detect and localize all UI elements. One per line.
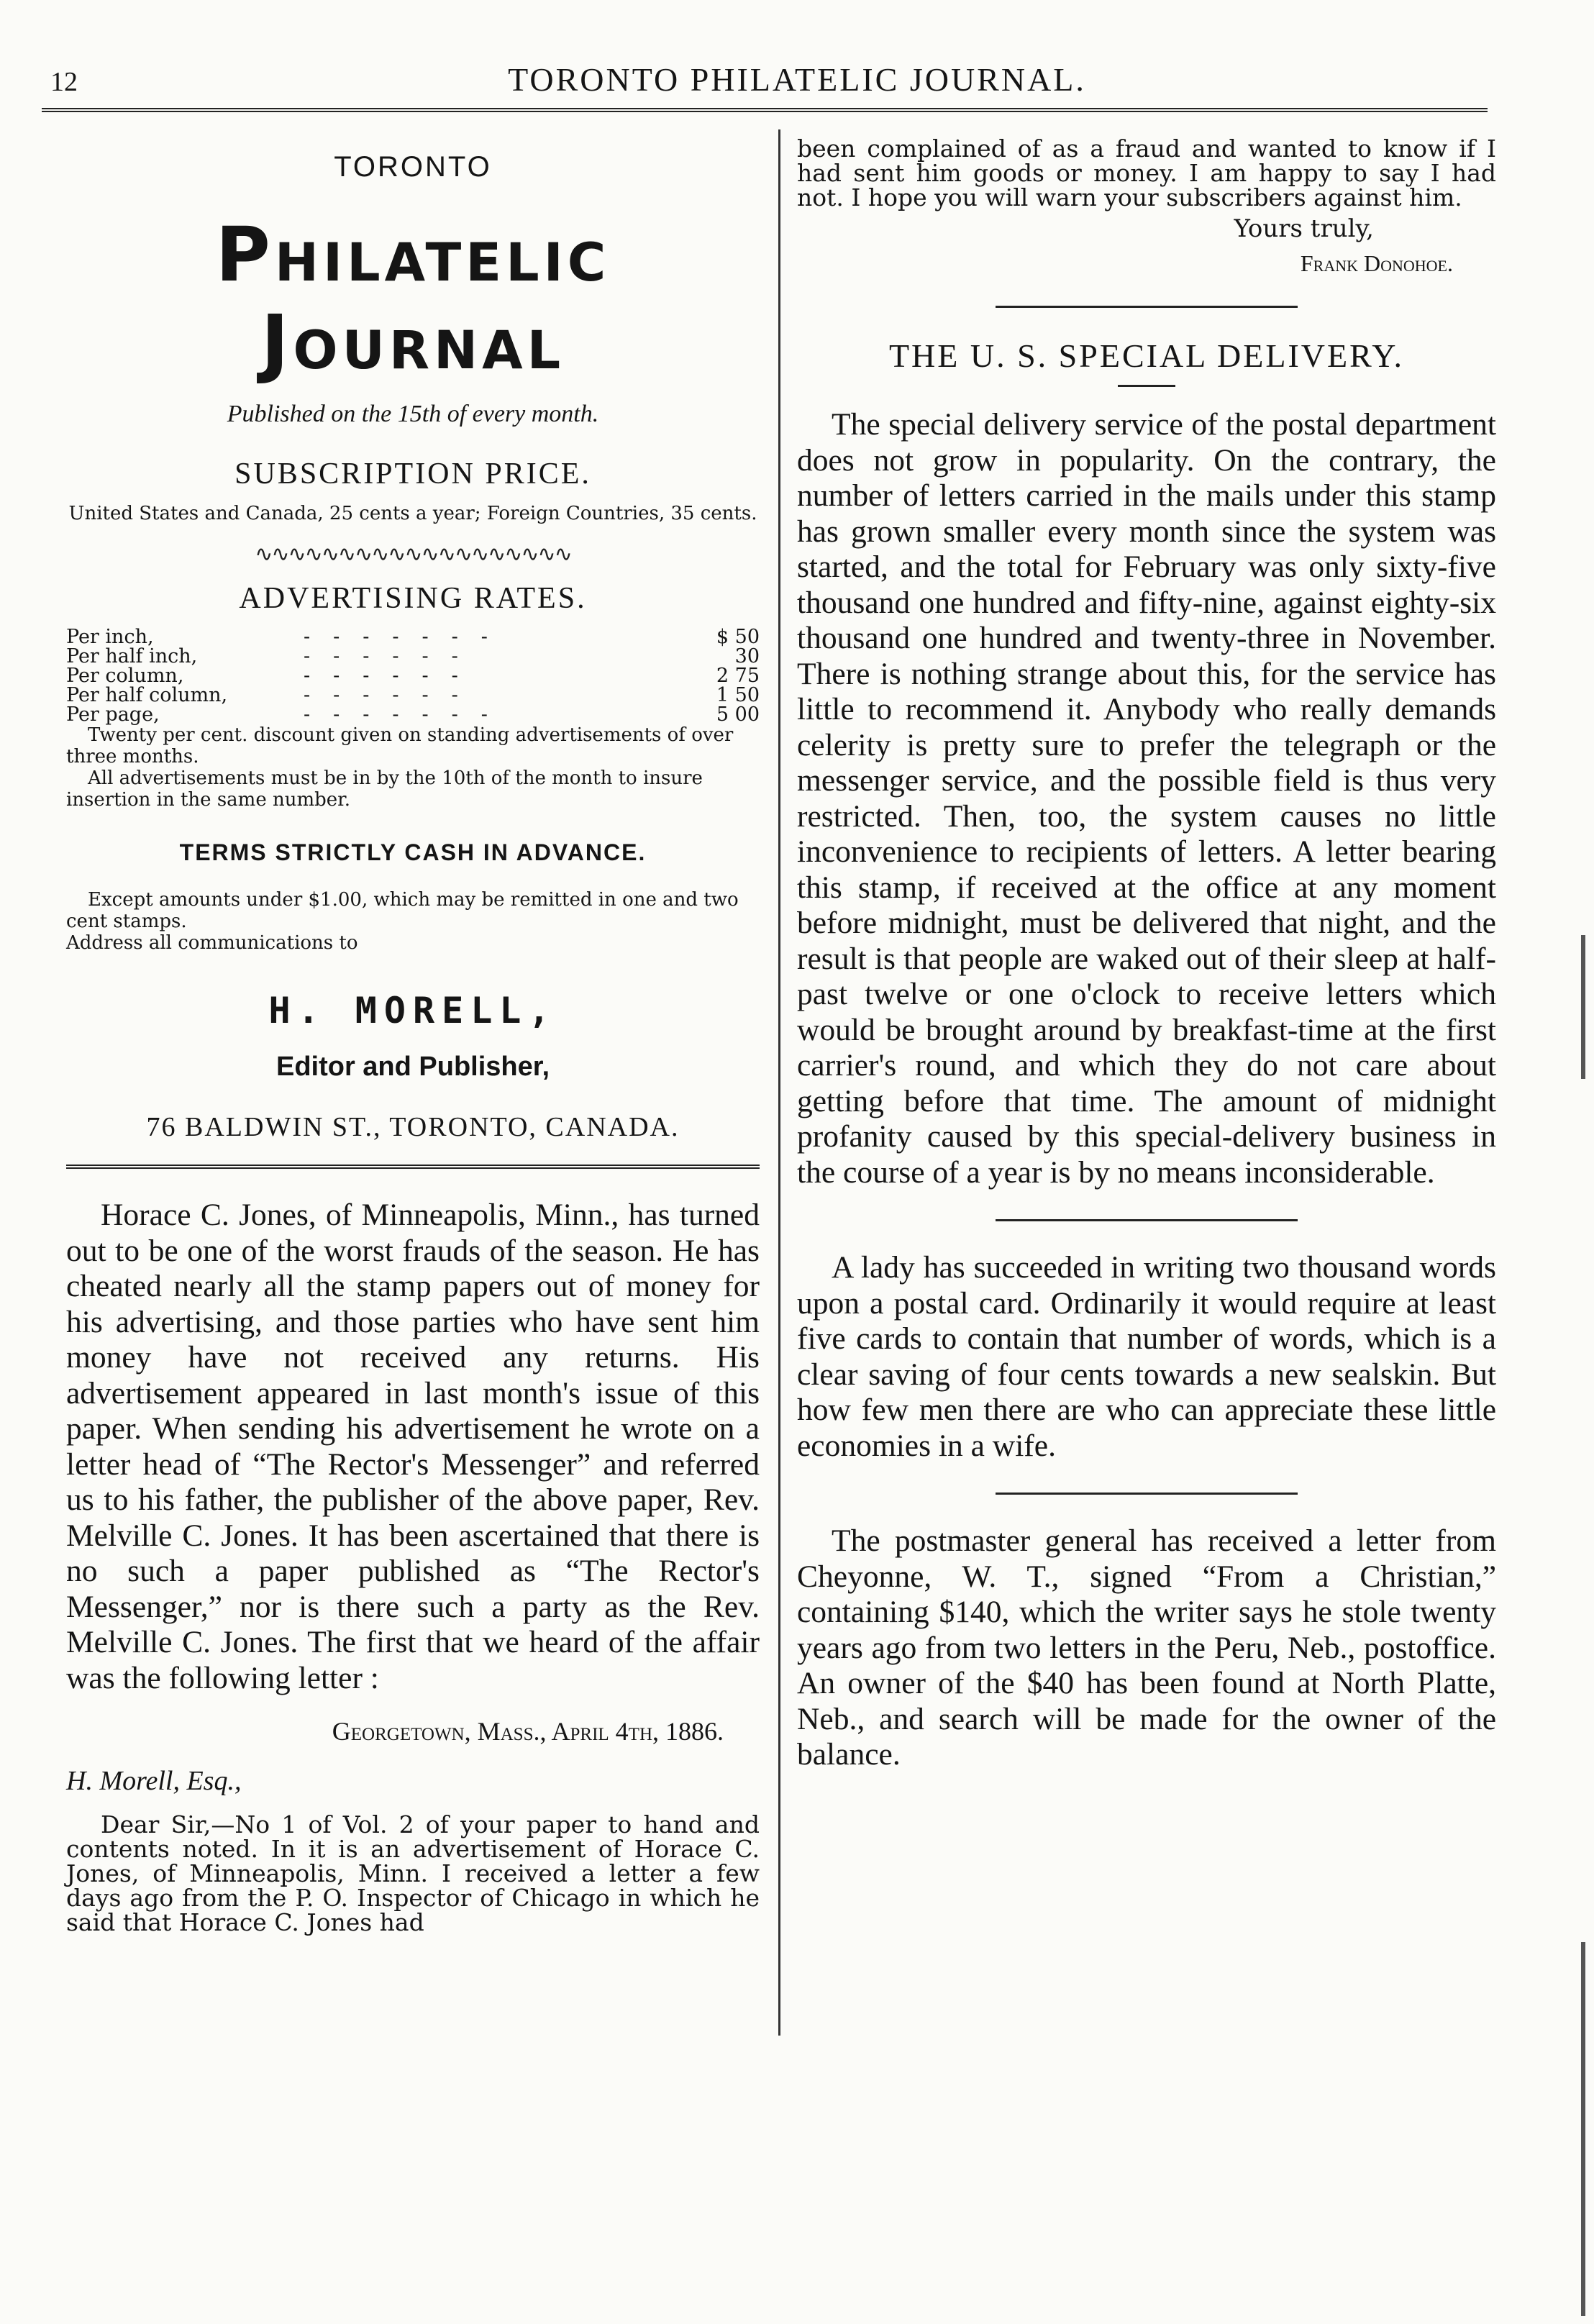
leader-dots: ------- <box>304 626 511 648</box>
rates-row <box>66 685 760 705</box>
page-edge-mark <box>1581 1942 1585 2316</box>
rates-table <box>66 627 760 724</box>
rate-value: 2 75 <box>716 665 760 687</box>
rate-value: $ 50 <box>716 626 760 648</box>
rate-value: 30 <box>734 645 760 667</box>
running-title: TORONTO PHILATELIC JOURNAL. <box>508 61 1086 98</box>
editor-name: H. MORELL, <box>268 990 557 1031</box>
postal-card-body: A lady has succeeded in writing two thousand words upon a postal card. Ordinarily it would require at least five cards to contain that number of words, which is a clear saving of four cents towards a new sealskin. But how few men there are who can appreciate these little economies in a wife. <box>797 1250 1496 1463</box>
letter-dateline: Georgetown, Mass., April 4th, 1886. <box>332 1717 724 1746</box>
rate-label: Per half inch, <box>66 645 198 667</box>
letter-signature: Frank Donohoe. <box>1300 250 1453 276</box>
leader-dots: ------ <box>304 665 481 687</box>
publication-schedule: Published on the 15th of every month. <box>227 401 599 427</box>
rate-label: Per page, <box>66 703 160 726</box>
section-rule <box>66 1165 760 1169</box>
rates-row <box>66 627 760 647</box>
letter-addressee: H. Morell, Esq., <box>66 1766 242 1796</box>
discount-note: Twenty per cent. discount given on standing advertisements of over three months. <box>66 724 734 767</box>
rate-label: Per column, <box>66 665 184 687</box>
article-separator <box>996 1493 1298 1495</box>
editor-address: 76 BALDWIN ST., TORONTO, CANADA. <box>146 1112 680 1142</box>
rates-row <box>66 666 760 685</box>
address-intro: Address all communications to <box>66 932 358 954</box>
subscription-heading: SUBSCRIPTION PRICE. <box>234 457 591 491</box>
postmaster-body: The postmaster general has received a letter from Cheyonne, W. T., signed “From a Christian,” containing $140, which the writer says he stole twenty years ago from two letters in the Peru, Neb., postoffice. An owner of the $40 has been found at North Platte, Neb., and search will be made for the owner of the balance. <box>797 1523 1496 1772</box>
page-number: 12 <box>50 67 78 97</box>
letter-body: Dear Sir,—No 1 of Vol. 2 of your paper to hand and contents noted. In it is an advertisement of Horace C. Jones, of Minneapolis, Minn. I received a letter a few days ago from the P. O. Inspector of Chicago in which he said that Horace C. Jones had <box>66 1810 760 1936</box>
advertising-heading: ADVERTISING RATES. <box>239 582 587 615</box>
rate-label: Per inch, <box>66 626 154 648</box>
terms-heading: TERMS STRICTLY CASH IN ADVANCE. <box>179 839 647 865</box>
terms-text: Except amounts under $1.00, which may be remitted in one and two cent stamps. <box>66 889 739 932</box>
rate-value: 1 50 <box>716 684 760 706</box>
masthead-city: TORONTO <box>334 151 492 183</box>
editor-role: Editor and Publisher, <box>275 1052 550 1082</box>
article-separator <box>996 306 1298 308</box>
right-column <box>797 137 1496 1773</box>
rates-row <box>66 705 760 724</box>
heading-rule <box>1118 385 1175 387</box>
leader-dots: ------ <box>304 684 481 706</box>
rates-row <box>66 647 760 666</box>
page-edge-mark <box>1581 935 1585 1079</box>
ornamental-divider: ∿∿∿∿∿∿∿∿∿∿∿∿∿∿∿∿∿∿∿ <box>255 542 571 566</box>
deadline-note: All advertisements must be in by the 10th of the month to insure insertion in the same number. <box>66 767 703 811</box>
jones-article-body: Horace C. Jones, of Minneapolis, Minn., has turned out to be one of the worst frauds of the season. He has cheated nearly all the stamp papers out of money for his advertising, and those parties who have sent him money have not received any returns. His advertisement appeared in last month's issue of this paper. When sending his advertisement he wrote on a letter head of “The Rector's Messenger” and referred us to his father, the publisher of the above paper, Rev. Melville C. Jones. It has been ascertained that there is no such a paper published as “The Rector's Messenger,” nor is there such a party as the Rev. Melville C. Jones. The first that we heard of the affair was the following letter : <box>66 1198 760 1695</box>
subscription-text: United States and Canada, 25 cents a year; Foreign Countries, 35 cents. <box>68 503 757 524</box>
masthead-title: Philatelic Journal <box>215 211 611 386</box>
special-delivery-body: The special delivery service of the postal department does not grow in popularity. On the contrary, the number of letters carried in the mails under this stamp has grown smaller every month since the system was started, and the total for February was only sixty-five thousand one hundred and fifty-nine, against eighty-six thousand one hundred and twenty-three in November. There is nothing strange about this, for the service has little to recommend it. Anybody who really demands celerity is pretty sure to prefer the telegraph or the messenger service, and the possible field is thus very restricted. Then, too, the system causes no little inconvenience to recipients of letters. A letter bearing this stamp, if received at the office at any moment before midnight, must be delivered that night, and the result is that people are waked out of their sleep at half-past twelve or one o'clock to receive letters which would be brought around by breakfast-time at the first carrier's round, and which they do not care about getting before that time. The amount of midnight profanity caused by this special-delivery business in the course of a year is by no means inconsiderable. <box>797 407 1496 1190</box>
header-rule <box>42 108 1488 112</box>
leader-dots: ------- <box>304 703 511 726</box>
column-divider <box>778 129 780 2036</box>
article-separator <box>996 1219 1298 1221</box>
leader-dots: ------ <box>304 645 481 667</box>
letter-closing: Yours truly, <box>1234 214 1374 243</box>
letter-continuation: been complained of as a fraud and wanted to know if I had sent him goods or money. I am happy to say I had not. I hope you will warn your subscribers against him. <box>797 135 1496 211</box>
special-delivery-heading: THE U. S. SPECIAL DELIVERY. <box>888 337 1405 374</box>
rate-label: Per half column, <box>66 684 228 706</box>
left-column <box>66 137 760 1935</box>
rate-value: 5 00 <box>716 703 760 726</box>
